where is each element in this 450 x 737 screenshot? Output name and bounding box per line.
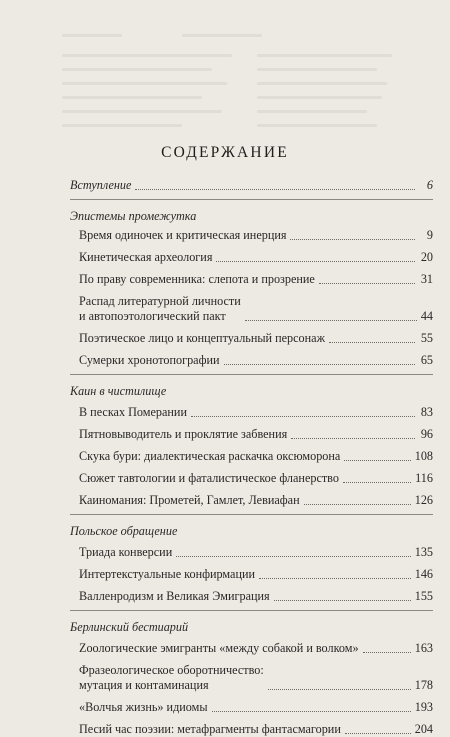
dot-leader [363,652,411,653]
toc-entry: Время одиночек и критическая инерция 9 [79,228,433,242]
toc-entry: «Волчья жизнь» идиомы 193 [79,700,433,714]
dot-leader [329,342,415,343]
table-of-contents [70,178,433,737]
toc-part-4 [70,620,433,737]
section-divider [70,514,433,515]
dot-leader [345,733,411,734]
dot-leader [343,482,411,483]
part-title: Польское обращение [70,524,178,538]
toc-entry: Триада конверсии 135 [79,545,433,559]
dot-leader [274,600,411,601]
toc-part-1 [70,209,433,368]
section-divider [70,374,433,375]
toc-entry: Фразеологическое оборотничество: мутация и контаминация 178 [79,663,433,692]
dot-leader [224,364,415,365]
toc-entry: В песках Померании 83 [79,405,433,419]
dot-leader [191,416,415,417]
toc-entry: По праву современника: слепота и прозрение 31 [79,272,433,286]
dot-leader [212,711,411,712]
toc-entry: Каиномания: Прометей, Гамлет, Левиафан 126 [79,493,433,507]
dot-leader [268,689,411,690]
bleed-through-text [62,28,392,138]
dot-leader [319,283,415,284]
part-title: Каин в чистилище [70,384,167,398]
toc-part-3 [70,524,433,604]
toc-entry [70,178,433,193]
dot-leader [216,261,415,262]
toc-part-2 [70,384,433,508]
toc-entry: Сумерки хронотопографии 65 [79,353,433,367]
toc-entry: Кинетическая археология 20 [79,250,433,264]
dot-leader [344,460,410,461]
dot-leader [291,438,415,439]
part-title: Берлинский бестиарий [70,620,189,634]
section-divider [70,610,433,611]
toc-entry: Пятновыводитель и проклятие забвения 96 [79,427,433,441]
page-title: СОДЕРЖАНИЕ [161,144,289,161]
dot-leader [259,578,411,579]
dot-leader [135,189,415,190]
dot-leader [304,504,411,505]
toc-intro [70,178,433,193]
section-divider [70,199,433,200]
toc-entry: Распад литературной личности и автопоэтологический пакт 44 [79,294,433,323]
toc-entry: Скука бури: диалектическая раскачка оксюморона 108 [79,449,433,463]
toc-entry: Zоологические эмигранты «между собакой и волком» 163 [79,641,433,655]
toc-entry: Валленродизм и Великая Эмиграция 155 [79,589,433,603]
part-title: Эпистемы промежутка [70,209,197,223]
dot-leader [290,239,415,240]
toc-entry: Песий час поэзии: метафрагменты фантасмагории 204 [79,722,433,736]
dot-leader [245,320,417,321]
toc-entry: Сюжет тавтологии и фаталистическое фланерство 116 [79,471,433,485]
toc-entry: Интертекстуальные конфирмации 146 [79,567,433,581]
toc-entry: Поэтическое лицо и концептуальный персонаж 55 [79,331,433,345]
entry-page-number: 6 [426,178,433,192]
entry-label: Вступление [70,178,132,192]
dot-leader [176,556,410,557]
